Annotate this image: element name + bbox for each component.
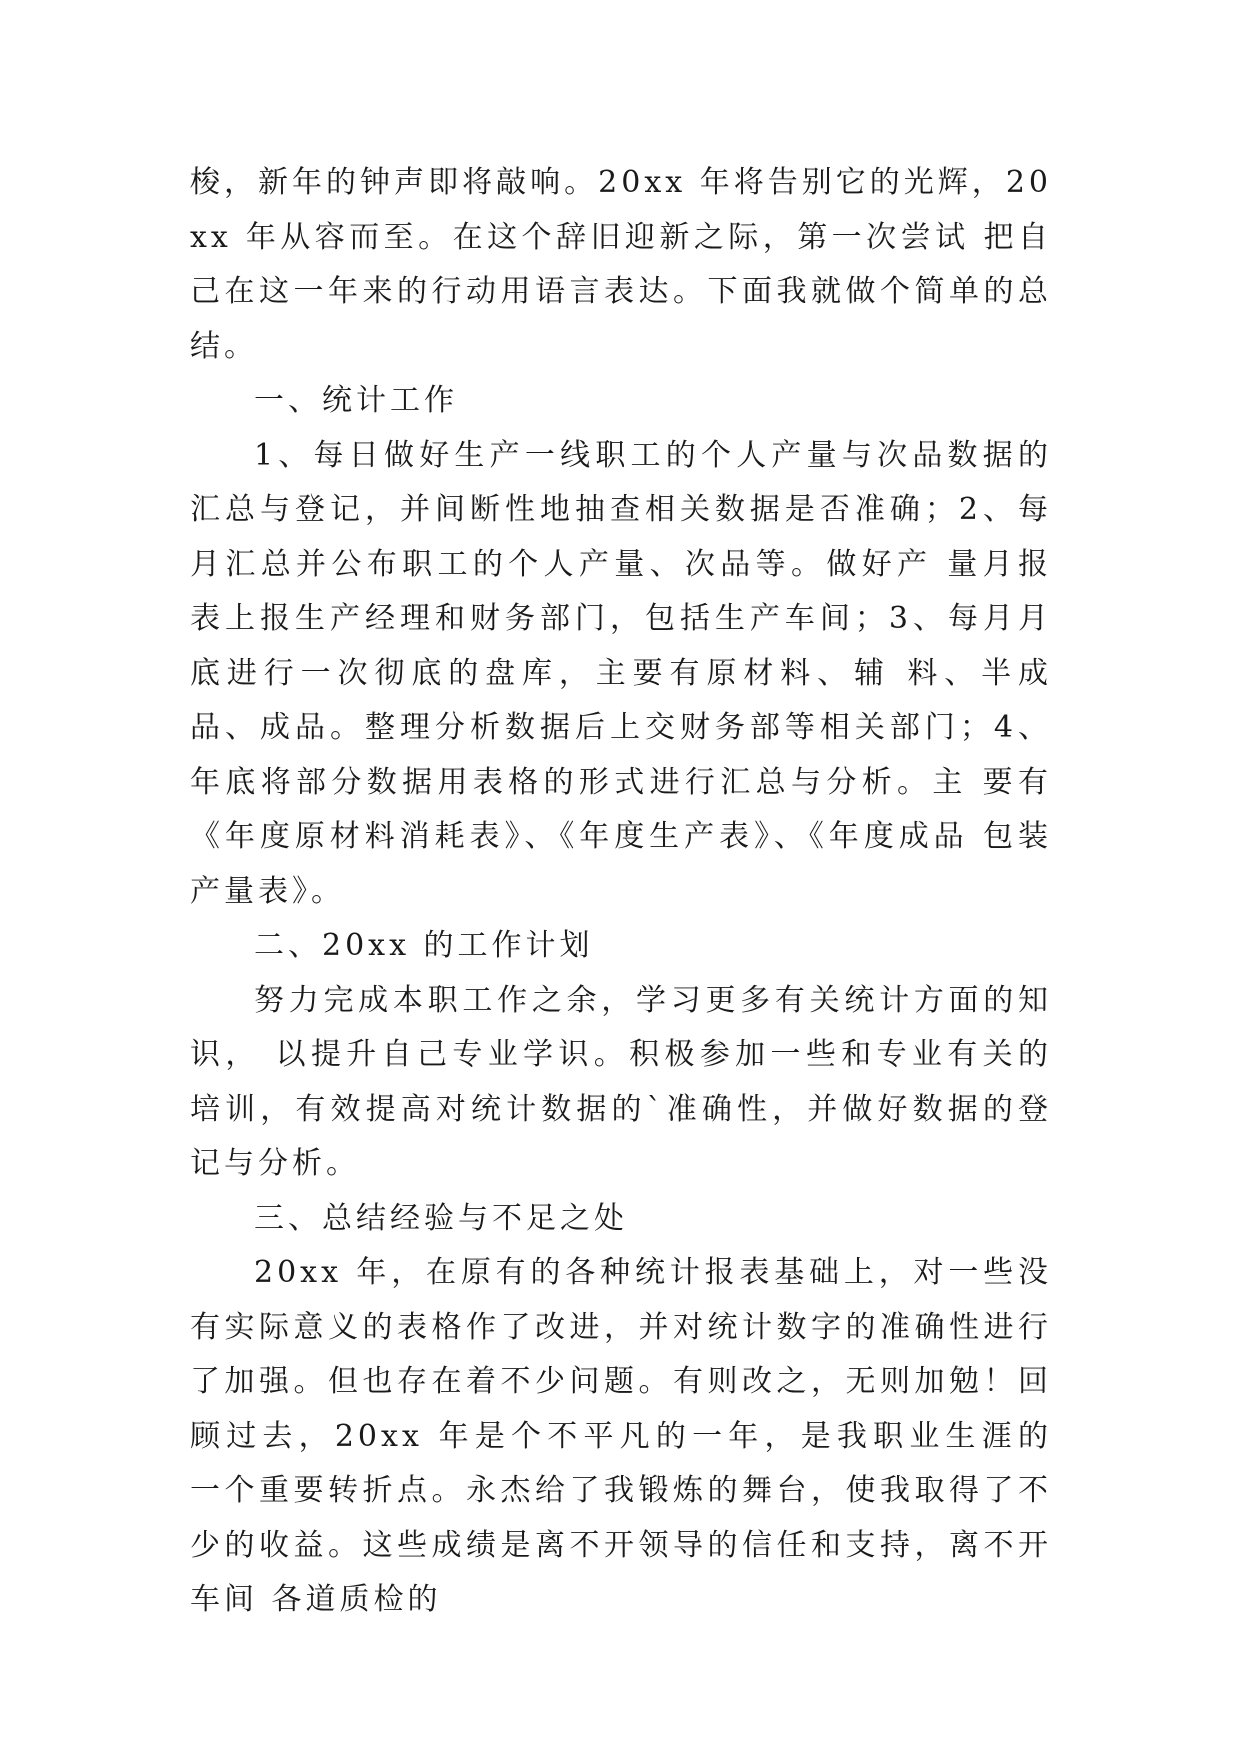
paragraph-intro: 梭，新年的钟声即将敲响。20xx 年将告别它的光辉，20xx 年从容而至。在这个辞旧迎新之际，第一次尝试 把自己在这一年来的行动用语言表达。下面我就做个简单的总结。 [190, 165, 1052, 364]
paragraph-summary: 20xx 年，在原有的各种统计报表基础上，对一些没有实际意义的表格作了改进，并对统计数字的准确性进行了加强。但也存在着不少问题。有则改之，无则加勉！回顾过去，20xx 年是个不平凡的一年，是我职业生涯的 一个重要转折点。永杰给了我锻炼的舞台，使我取得了不少的收益。这些成绩是离不开领导的信任和支持，离不开车间 各道质检的 [190, 1255, 1052, 1617]
section-heading-work-plan: 二、20xx 的工作计划 [254, 928, 594, 963]
document-page [190, 156, 1052, 1628]
section-heading-statistics-work: 一、统计工作 [254, 383, 458, 418]
section-heading-summary: 三、总结经验与不足之处 [254, 1200, 628, 1236]
paragraph-statistics-work: 1、每日做好生产一线职工的个人产量与次品数据的汇总与登记，并间断性地抽查相关数据是否准确；2、每月汇总并公布职工的个人产量、次品等。做好产 量月报表上报生产经理和财务部门，包括生产车间；3、每月月底进行一次彻底的盘库，主要有原材料、辅 料、半成品、成品。整理分析数据后上交财务部等相关部门；4、年底将部分数据用表格的形式进行汇总与分析。主 要有《年度原材料消耗表》、《年度生产表》、《年度成品 包装产量表》。 [190, 437, 1052, 909]
paragraph-work-plan: 努力完成本职工作之余，学习更多有关统计方面的知识， 以提升自己专业学识。积极参加一些和专业有关的培训，有效提高对统计数据的`准确性，并做好数据的登记与分析。 [190, 982, 1052, 1181]
